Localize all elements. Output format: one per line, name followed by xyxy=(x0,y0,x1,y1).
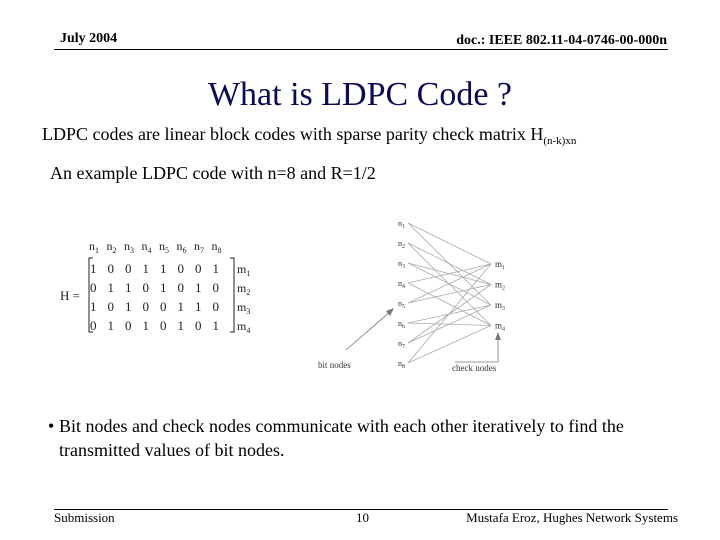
matrix-cell: 0 xyxy=(90,280,97,295)
matrix-cell: 1 xyxy=(160,280,167,295)
matrix-row-labels xyxy=(237,262,250,335)
graph-edge xyxy=(408,223,491,264)
matrix-h-label: H = xyxy=(60,288,80,303)
graph-edge xyxy=(408,263,491,285)
bit-node-labels xyxy=(398,219,405,370)
parity-check-matrix xyxy=(60,232,270,347)
matrix-cell: 1 xyxy=(90,299,97,314)
matrix-cell: 1 xyxy=(212,318,219,333)
bit-node: n3 xyxy=(398,259,405,270)
graph-edge xyxy=(408,326,491,364)
bit-node: n1 xyxy=(398,219,405,230)
bullet-text: Bit nodes and check nodes communicate with each other iteratively to find the transmitted values of bit nodes. xyxy=(59,416,624,460)
matrix-column-label: $n_1$ xyxy=(89,239,99,255)
matrix-column-label: $n_6$ xyxy=(176,239,187,255)
matrix-dimension-subscript: (n-k)xn xyxy=(543,135,577,147)
matrix-column-label: $n_2$ xyxy=(106,239,117,255)
example-line: An example LDPC code with n=8 and R=1/2 xyxy=(50,163,376,183)
matrix-cell: 0 xyxy=(212,280,219,295)
matrix-cell: 1 xyxy=(125,299,132,314)
footer-submission: Submission xyxy=(54,510,115,525)
bit-node: n8 xyxy=(398,359,405,370)
graph-edge xyxy=(408,283,491,326)
matrix-column-label: $n_5$ xyxy=(159,239,169,255)
matrix-cell: 1 xyxy=(177,318,184,333)
matrix-cell: 1 xyxy=(142,318,149,333)
matrix-column-labels xyxy=(89,239,222,255)
matrix-cell: 1 xyxy=(195,299,202,314)
matrix-cell: 0 xyxy=(107,299,114,314)
matrix-cell: 1 xyxy=(160,261,167,276)
check-nodes-arrowhead xyxy=(495,332,501,340)
check-node-labels xyxy=(495,259,505,333)
matrix-cell: 1 xyxy=(142,261,149,276)
matrix-cell: 1 xyxy=(212,261,219,276)
matrix-cell: 0 xyxy=(177,261,184,276)
matrix-row-label: $m_2$ xyxy=(237,281,251,297)
check-node: m3 xyxy=(495,300,506,312)
matrix-column-label: $n_3$ xyxy=(124,239,134,255)
graph-edges xyxy=(408,223,491,363)
check-node: m1 xyxy=(495,259,506,271)
matrix-cell: 1 xyxy=(125,280,132,295)
check-node: m4 xyxy=(495,320,506,333)
matrix-cell: 1 xyxy=(90,261,97,276)
graph-edge xyxy=(408,223,491,305)
header-divider xyxy=(54,49,668,50)
matrix-cell: 1 xyxy=(107,280,114,295)
matrix-cell: 0 xyxy=(160,299,167,314)
matrix-cell: 0 xyxy=(160,318,167,333)
matrix-row-label: $m_3$ xyxy=(237,300,251,316)
check-node: m2 xyxy=(495,279,506,292)
matrix-cell: 0 xyxy=(195,318,202,333)
header-doc-id: doc.: IEEE 802.11-04-0746-00-000n xyxy=(456,33,667,48)
bit-node: n2 xyxy=(398,239,405,250)
bit-node: n4 xyxy=(398,279,405,290)
bit-nodes-arrow xyxy=(346,311,391,350)
matrix-right-bracket xyxy=(230,258,234,332)
footer-author: Mustafa Eroz, Hughes Network Systems xyxy=(466,510,678,525)
matrix-column-label: $n_7$ xyxy=(194,239,204,255)
graph-edge xyxy=(408,264,491,303)
tanner-graph xyxy=(310,212,525,382)
matrix-cell: 1 xyxy=(107,318,114,333)
matrix-cell: 0 xyxy=(107,261,114,276)
matrix-column-label: $n_4$ xyxy=(141,239,152,255)
bit-node: n5 xyxy=(398,299,405,310)
matrix-row-label: $m_4$ xyxy=(237,319,251,335)
definition-text: LDPC codes are linear block codes with sparse parity check matrix H xyxy=(42,124,544,144)
matrix-cells xyxy=(90,261,219,333)
matrix-cell: 0 xyxy=(212,299,219,314)
matrix-cell: 0 xyxy=(142,299,149,314)
bit-node: n6 xyxy=(398,319,405,330)
matrix-column-label: $n_8$ xyxy=(211,239,222,255)
bullet-symbol: • xyxy=(48,416,55,436)
matrix-cell: 0 xyxy=(90,318,97,333)
matrix-cell: 0 xyxy=(125,318,132,333)
definition-line xyxy=(42,124,576,147)
matrix-cell: 1 xyxy=(195,280,202,295)
graph-edge xyxy=(408,323,491,326)
slide-title: What is LDPC Code ? xyxy=(207,76,513,113)
graph-edge xyxy=(408,305,491,323)
bit-nodes-label: bit nodes xyxy=(318,360,351,370)
check-nodes-label: check nodes xyxy=(452,363,497,373)
matrix-row-label: $m_1$ xyxy=(237,262,251,278)
matrix-cell: 0 xyxy=(195,261,202,276)
matrix-cell: 0 xyxy=(177,280,184,295)
matrix-cell: 0 xyxy=(125,261,132,276)
bit-node: n7 xyxy=(398,339,405,350)
header-date: July 2004 xyxy=(60,31,118,46)
bullet-point xyxy=(48,414,648,462)
matrix-cell: 1 xyxy=(177,299,184,314)
matrix-cell: 0 xyxy=(142,280,149,295)
footer-page-number: 10 xyxy=(356,510,369,525)
